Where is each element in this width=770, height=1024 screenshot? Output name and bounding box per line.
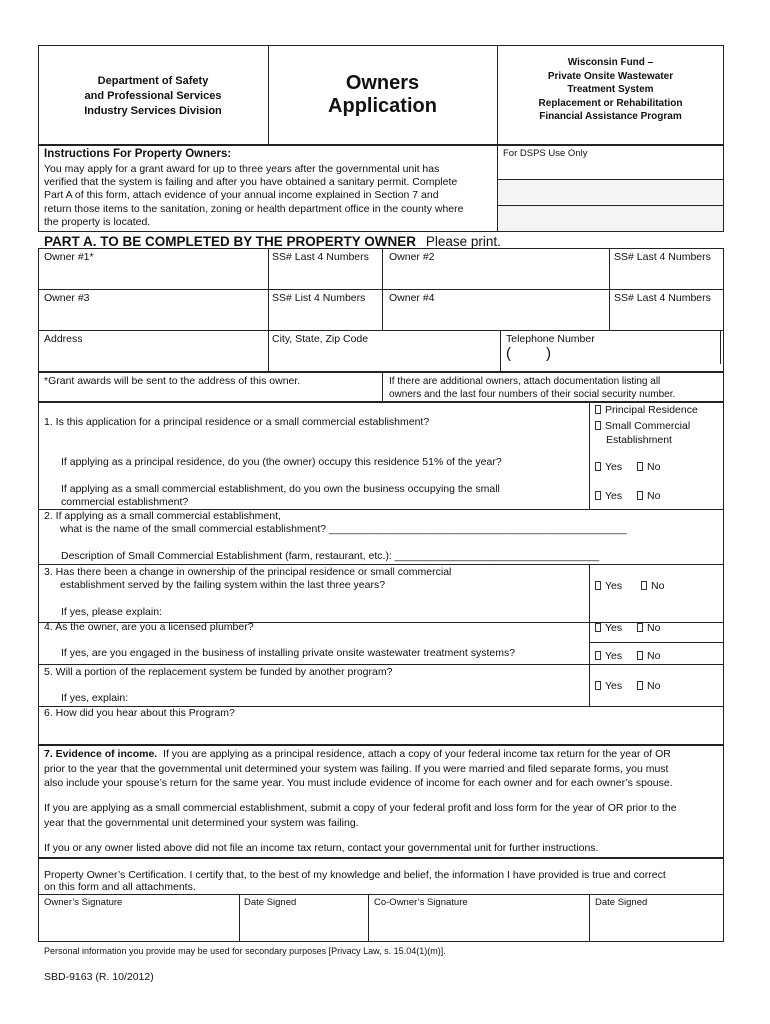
owner-4-field[interactable]: Owner #4 [389, 292, 435, 304]
q1a-text: If applying as a principal residence, do you (the owner) occupy this residence 51% of the year? [61, 456, 502, 468]
checkbox-icon [641, 581, 647, 590]
checkbox-icon [595, 581, 601, 590]
checkbox-icon [595, 421, 601, 430]
owner-2-field[interactable]: Owner #2 [389, 251, 435, 263]
owner-grid-line-2 [38, 330, 724, 331]
certification-text: Property Owner’s Certification. I certify that, to the best of my knowledge and belief, the information I have provided is true and correct on this form and all attachments. [44, 869, 666, 893]
instructions-body: You may apply for a grant award for up to three years after the governmental unit has verified that the system is failing and after you have obtained a sanitary permit. Complete Part A of this form, attach evidence of your annual income explained in Section 7 and return those items to the sanitation, zoning or health department office in the county where the property is located. [44, 163, 464, 228]
owner-grid [38, 248, 724, 372]
grant-note: *Grant awards will be sent to the address of this owner. [44, 375, 301, 387]
ss-owner-1-field[interactable]: SS# Last 4 Numbers [272, 251, 369, 263]
checkbox-icon [637, 462, 643, 471]
owner-3-field[interactable]: Owner #3 [44, 292, 90, 304]
checkbox-icon [595, 623, 601, 632]
form-title: Owners Application [328, 72, 437, 117]
q4b-text: If yes, are you engaged in the business of installing private onsite wastewater treatment systems? [61, 647, 516, 659]
q1a-no[interactable]: No [637, 461, 660, 473]
q-line-c2 [589, 642, 724, 643]
co-owner-date-signed-field[interactable]: Date Signed [595, 897, 648, 908]
city-state-zip-field[interactable]: City, State, Zip Code [272, 333, 369, 345]
checkbox-icon [637, 623, 643, 632]
questions-divider-top [589, 402, 590, 509]
checkbox-icon [637, 681, 643, 690]
co-owner-signature-field[interactable]: Co-Owner’s Signature [374, 897, 468, 908]
owner-grid-line-1 [38, 289, 724, 290]
telephone-field[interactable]: Telephone Number [506, 333, 595, 345]
department-name: Department of Safety and Professional Services Industry Services Division [84, 75, 222, 117]
q4-yes[interactable]: Yes [595, 622, 622, 634]
owner-grid-v1 [268, 248, 269, 372]
q4-text: 4. As the owner, are you a licensed plumber? [44, 621, 254, 633]
sig-divider-1 [239, 894, 240, 942]
q4-no[interactable]: No [637, 622, 660, 634]
signature-row-line [38, 894, 724, 895]
q4b-yes[interactable]: Yes [595, 650, 622, 662]
q2-description[interactable]: Description of Small Commercial Establishment (farm, restaurant, etc.): ___________________________________ [61, 550, 600, 562]
owner-grid-v2 [382, 248, 383, 330]
q2-text: 2. If applying as a small commercial establishment, what is the name of the small commercial establishment? ___________________________________________________ [44, 510, 627, 535]
owner-grid-v5 [720, 330, 721, 364]
owner-grid-v3 [609, 248, 610, 330]
owner-grid-v4 [500, 330, 501, 372]
q1-principal-residence-option[interactable]: Principal Residence [595, 404, 698, 416]
checkbox-icon [637, 651, 643, 660]
owner-date-signed-field[interactable]: Date Signed [244, 897, 297, 908]
q3-text: 3. Has there been a change in ownership of the principal residence or small commercial establishment served by the failing system within the last three years? [44, 566, 452, 591]
checkbox-icon [595, 651, 601, 660]
phone-paren-close: ) [546, 345, 551, 362]
q3-divider [589, 564, 590, 622]
dsps-use-only-label: For DSPS Use Only [503, 148, 588, 159]
ss-owner-2-field[interactable]: SS# Last 4 Numbers [614, 251, 711, 263]
program-name: Wisconsin Fund – Private Onsite Wastewater Treatment System Replacement or Rehabilitation Financial Assistance Program [538, 57, 683, 122]
q3-explain[interactable]: If yes, please explain: [61, 606, 162, 618]
q3-no[interactable]: No [641, 580, 664, 592]
section7-paragraph-3: If you or any owner listed above did not file an income tax return, contact your governmental unit for further instructions. [44, 842, 599, 854]
instructions-heading: Instructions For Property Owners: [44, 148, 232, 160]
sig-divider-3 [589, 894, 590, 942]
grant-note-divider [382, 372, 383, 402]
q5-explain[interactable]: If yes, explain: [61, 692, 129, 704]
dsps-field-1 [498, 180, 723, 204]
q1-text: 1. Is this application for a principal residence or a small commercial establishment? [44, 416, 430, 428]
checkbox-icon [595, 491, 601, 500]
q5-yes[interactable]: Yes [595, 680, 622, 692]
q5-no[interactable]: No [637, 680, 660, 692]
q1b-yes[interactable]: Yes [595, 490, 622, 502]
additional-owners-note: If there are additional owners, attach documentation listing all owners and the last four numbers of their social security number. [389, 376, 676, 400]
q-line-d [38, 664, 724, 665]
checkbox-icon [595, 462, 601, 471]
q5-text: 5. Will a portion of the replacement system be funded by another program? [44, 666, 393, 678]
owner-1-field[interactable]: Owner #1* [44, 251, 94, 263]
q1b-text: If applying as a small commercial establishment, do you own the business occupying the small commercial establishment? [61, 483, 500, 508]
form-id: SBD-9163 (R. 10/2012) [44, 971, 154, 983]
ss-owner-4-field[interactable]: SS# Last 4 Numbers [614, 292, 711, 304]
checkbox-icon [637, 491, 643, 500]
q-line-b [38, 564, 724, 565]
ss-owner-3-field[interactable]: SS# List 4 Numbers [272, 292, 366, 304]
q1-small-commercial-option[interactable]: Small Commercial Establishment [595, 419, 690, 447]
q1a-yes[interactable]: Yes [595, 461, 622, 473]
checkbox-icon [595, 405, 601, 414]
q1b-no[interactable]: No [637, 490, 660, 502]
q3-yes[interactable]: Yes [595, 580, 622, 592]
phone-paren-open: ( [506, 345, 511, 362]
checkbox-icon [595, 681, 601, 690]
section7-paragraph-2: If you are applying as a small commercial establishment, submit a copy of your federal profit and loss form for the year of OR prior to the year that the governmental unit determined your system was failing. [44, 802, 677, 829]
sig-divider-2 [368, 894, 369, 942]
part-a-heading: PART A. TO BE COMPLETED BY THE PROPERTY OWNER Please print. [44, 234, 501, 249]
owner-signature-field[interactable]: Owner’s Signature [44, 897, 123, 908]
section7-paragraph-1: 7. Evidence of income. If you are applying as a principal residence, attach a copy of your federal income tax return for the year of OR prior to the year that the governmental unit determined your system was failing. If you were married and filed separate forms, you must also include your spouse’s return for the same year. You must include evidence of income for each owner and for each owner’s spouse. [44, 748, 673, 789]
q4b-no[interactable]: No [637, 650, 660, 662]
q6-text[interactable]: 6. How did you hear about this Program? [44, 707, 235, 719]
dsps-field-2 [498, 206, 723, 231]
address-field[interactable]: Address [44, 333, 83, 345]
privacy-notice: Personal information you provide may be used for secondary purposes [Privacy Law, s. 15.04(1)(m)]. [44, 946, 446, 956]
